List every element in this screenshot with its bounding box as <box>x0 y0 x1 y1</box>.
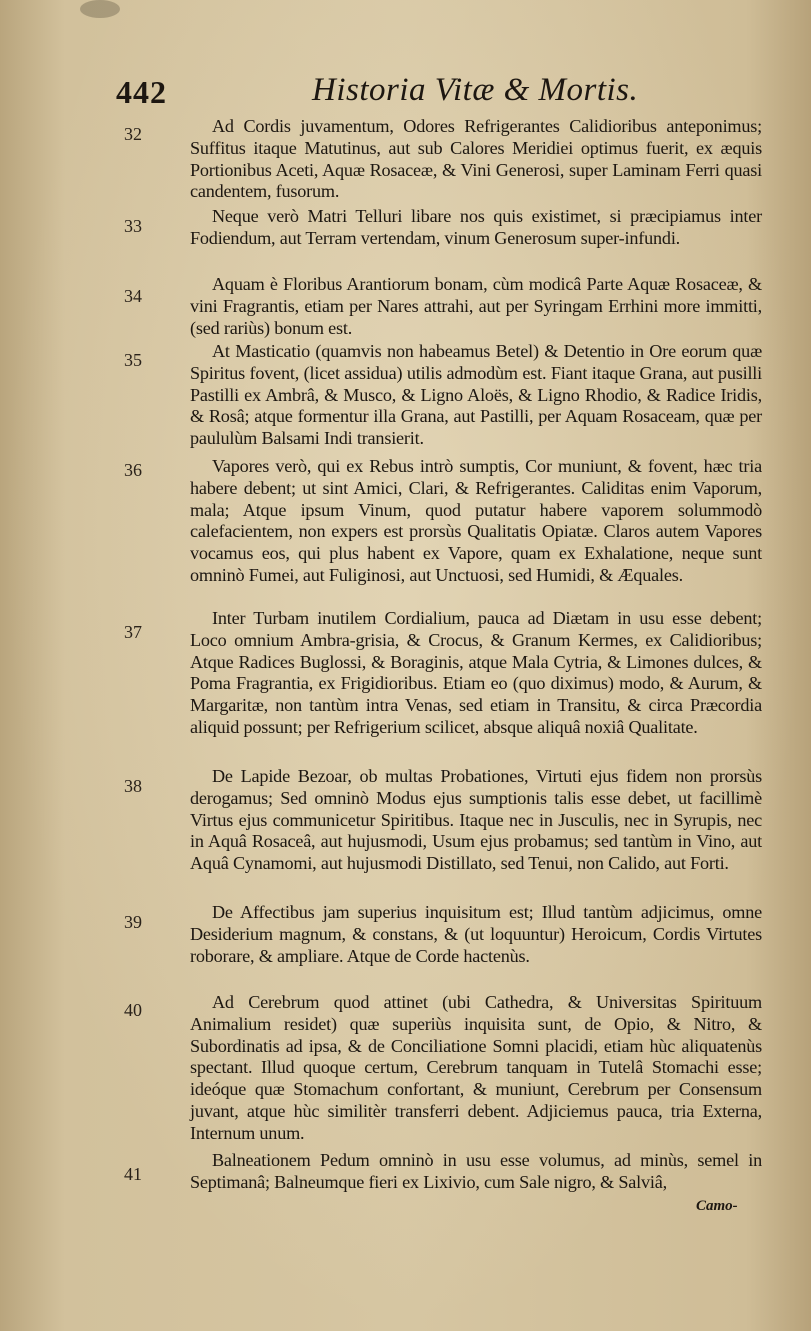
margin-number: 33 <box>124 216 142 236</box>
paragraph: Aquam è Floribus Arantiorum bonam, cùm modicâ Parte Aquæ Rosaceæ, & vini Fragrantis, etiam per Nares attrahi, aut per Syringam Errhini more immitti, (sed rariùs) bonum est. <box>190 274 762 338</box>
margin-number: 37 <box>124 622 142 642</box>
running-title: Historia Vitæ & Mortis. <box>312 72 639 108</box>
paragraph: De Affectibus jam superius inquisitum est; Illud tantùm adjicimus, omne Desiderium magnum, & constans, & (ut loquuntur) Heroicum, Cordis Virtutes roborare, & ampliare. Atque de Corde hactenùs. <box>190 902 762 966</box>
paragraph: Vapores verò, qui ex Rebus intrò sumptis, Cor muniunt, & fovent, hæc tria habere debent; ut sint Amici, Clari, & Refrigerantes. Caliditas enim Vaporum, mala; Atque ipsum Vinum, quod putatur habere vaporem solummodò calefacientem, non expers est prorsùs Qualitatis Opiatæ. Claros autem Vapores vocamus eos, qui plus habent ex Vapore, quam ex Exhalatione, neque sunt omninò Fumei, aut Fuliginosi, aut Unctuosi, sed Humidi, & Æquales. <box>190 456 762 585</box>
paragraph: Ad Cerebrum quod attinet (ubi Cathedra, & Universitas Spirituum Animalium residet) quæ superiùs inquisita sunt, de Opio, & Nitro, & Subordinatis ad ipsa, & de Conciliatione Somni placidi, etiam hùc aliquatenùs spectant. Illud quoque certum, Cerebrum tanquam in Tutelâ Stomachi esse; ideóque quæ Stomachum confortant, & muniunt, Cerebrum per Consensum juvant, atque hùc similitèr transferri debent. Adjiciemus pauca, tria Externa, Internum unum. <box>190 992 762 1143</box>
paragraph: Balneationem Pedum omninò in usu esse volumus, ad minùs, semel in Septimanâ; Balneumque fieri ex Lixivio, cum Sale nigro, & Salviâ, <box>190 1150 762 1192</box>
margin-number: 32 <box>124 124 142 144</box>
margin-number: 38 <box>124 776 142 796</box>
margin-number: 36 <box>124 460 142 480</box>
page-number: 442 <box>116 74 167 110</box>
margin-number: 41 <box>124 1164 142 1184</box>
margin-number: 39 <box>124 912 142 932</box>
paragraph: Inter Turbam inutilem Cordialium, pauca ad Diætam in usu esse debent; Loco omnium Ambra-grisia, & Crocus, & Granum Kermes, ex Calidioribus; Atque Radices Buglossi, & Boraginis, atque Mala Cytria, & Limones dulces, & Poma Fragrantia, ex Frigidioribus. Etiam eo (quo diximus) modo, & Aurum, & Margaritæ, non tantùm intra Venas, sed etiam in Transitu, & circa Præcordia aliquid possunt; per Refrigerium scilicet, absque aliquâ noxiâ Qualitate. <box>190 608 762 737</box>
paragraph: Ad Cordis juvamentum, Odores Refrigerantes Calidioribus anteponimus; Suffitus itaque Matutinus, aut sub Calores Meridiei optimus fuerit, ex æquis Portionibus Aceti, Aquæ Rosaceæ, & Vini Generosi, super Laminam Ferri quasi candentem, fusorum. <box>190 116 762 202</box>
margin-number: 40 <box>124 1000 142 1020</box>
margin-number: 34 <box>124 286 142 306</box>
page-header <box>112 72 762 118</box>
margin-number: 35 <box>124 350 142 370</box>
paragraph: At Masticatio (quamvis non habeamus Betel) & Detentio in Ore eorum quæ Spiritus fovent, (licet assidua) utilis admodùm est. Fiant itaque Grana, aut pusilli Pastilli ex Ambrâ, & Musco, & Ligno Aloës, & Ligno Rhodio, & Radice Iridis, & Rosâ; atque formentur illa Grana, aut Pastilli, per Aquam Rosaceam, quæ per paululùm Balsami Indi transierit. <box>190 341 762 449</box>
paragraph: Neque verò Matri Telluri libare nos quis existimet, si præcipiamus inter Fodiendum, aut Terram vertendam, vinum Generosum super-infundi. <box>190 206 762 248</box>
ink-blot <box>80 0 120 18</box>
paragraph: De Lapide Bezoar, ob multas Probationes, Virtuti ejus fidem non prorsùs derogamus; Sed omninò Modus ejus sumptionis talis esse debet, ut facillimè Virtus ejus communicetur Spiritibus. Itaque nec in Jusculis, nec in Syrupis, nec in Aquâ Rosaceâ, aut hujusmodi, Usum ejus probamus; sed tantùm in Vino, aut Aquâ Cynamomi, aut hujusmodi Distillato, sed Tenui, non Calido, aut Forti. <box>190 766 762 874</box>
catchword: Camo- <box>696 1198 738 1214</box>
